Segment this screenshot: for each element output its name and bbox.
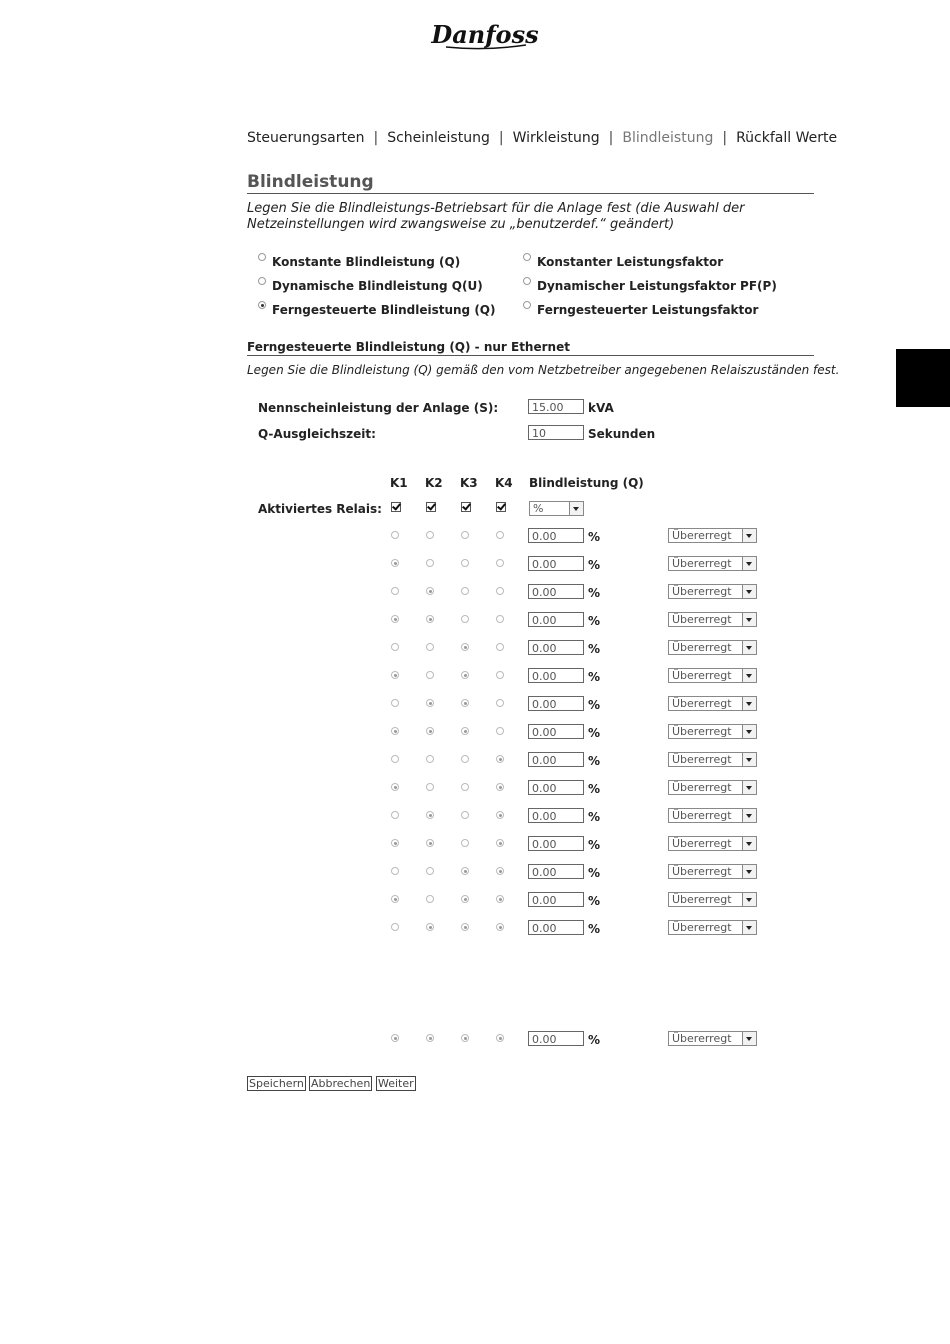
nav-blindleistung[interactable]: Blindleistung [622, 130, 714, 146]
nav-separator: | [608, 130, 614, 146]
relay-state-radio-k1[interactable] [391, 839, 399, 847]
relay-excitation-value: Übererregt [672, 529, 732, 542]
relay-excitation-select[interactable] [668, 920, 757, 935]
relay-excitation-value: Übererregt [672, 557, 732, 570]
relay-q-unit: % [588, 838, 601, 852]
relay-state-radio-k1[interactable] [391, 755, 399, 763]
chevron-down-icon [742, 781, 756, 794]
relay-state-radio-k2[interactable] [426, 755, 434, 763]
relay-state-radio-k1[interactable] [391, 811, 399, 819]
relay-state-radio-k4[interactable] [496, 755, 504, 763]
activated-checkbox-k3[interactable] [461, 502, 471, 512]
relay-state-radio-k2[interactable] [426, 1034, 434, 1042]
relay-state-radio-k4[interactable] [496, 1034, 504, 1042]
rated-power-unit: kVA [588, 401, 614, 415]
chevron-down-icon [742, 725, 756, 738]
relay-state-radio-k3[interactable] [461, 531, 469, 539]
nav-rueckfall-werte[interactable]: Rückfall Werte [736, 130, 838, 146]
relay-state-radio-k2[interactable] [426, 783, 434, 791]
nav-separator: | [498, 130, 504, 146]
relay-q-unit: % [588, 782, 601, 796]
activated-checkbox-k4[interactable] [496, 502, 506, 512]
relay-state-radio-k4[interactable] [496, 811, 504, 819]
relay-excitation-value: Übererregt [672, 641, 732, 654]
chevron-down-icon [742, 697, 756, 710]
relay-state-radio-k4[interactable] [496, 615, 504, 623]
chevron-down-icon [742, 669, 756, 682]
relay-state-radio-k2[interactable] [426, 895, 434, 903]
relay-excitation-value: Übererregt [672, 753, 732, 766]
relay-state-radio-k3[interactable] [461, 783, 469, 791]
relay-state-radio-k2[interactable] [426, 531, 434, 539]
nav-separator: | [373, 130, 379, 146]
relay-excitation-value: Übererregt [672, 585, 732, 598]
relay-excitation-value: Übererregt [672, 781, 732, 794]
relay-excitation-select[interactable] [668, 724, 757, 739]
relay-q-value-input[interactable]: 0.00 [528, 612, 584, 627]
chevron-down-icon [742, 529, 756, 542]
mode-radio-1[interactable] [523, 253, 531, 261]
col-header-k2: K2 [425, 476, 443, 490]
rated-power-input[interactable]: 15.00 [528, 399, 584, 414]
relay-state-radio-k1[interactable] [391, 559, 399, 567]
relay-excitation-select[interactable] [668, 640, 757, 655]
relay-state-radio-k2[interactable] [426, 867, 434, 875]
col-header-k1: K1 [390, 476, 408, 490]
relay-state-radio-k2[interactable] [426, 811, 434, 819]
rated-power-label: Nennscheinleistung der Anlage (S): [258, 401, 499, 415]
q-time-unit: Sekunden [588, 427, 656, 441]
relay-state-radio-k1[interactable] [391, 923, 399, 931]
relay-q-unit: % [588, 810, 601, 824]
activated-relay-label: Aktiviertes Relais: [258, 502, 382, 516]
relay-state-radio-k1[interactable] [391, 531, 399, 539]
relay-excitation-select[interactable] [668, 836, 757, 851]
relay-state-radio-k4[interactable] [496, 783, 504, 791]
section-description: Legen Sie die Blindleistung (Q) gemäß den vom Netzbetreiber angegebenen Relaiszuständen fest. [247, 363, 840, 377]
relay-state-radio-k1[interactable] [391, 699, 399, 707]
relay-q-unit: % [588, 530, 601, 544]
relay-state-radio-k1[interactable] [391, 783, 399, 791]
relay-state-radio-k2[interactable] [426, 839, 434, 847]
col-header-k3: K3 [460, 476, 478, 490]
relay-q-unit: % [588, 614, 601, 628]
relay-excitation-value: Übererregt [672, 921, 732, 934]
relay-state-radio-k4[interactable] [496, 895, 504, 903]
q-time-label: Q-Ausgleichszeit: [258, 427, 376, 441]
relay-excitation-select[interactable] [668, 696, 757, 711]
relay-state-radio-k3[interactable] [461, 615, 469, 623]
chevron-down-icon [742, 613, 756, 626]
q-time-input[interactable]: 10 [528, 425, 584, 440]
relay-state-radio-k2[interactable] [426, 643, 434, 651]
relay-state-radio-k1[interactable] [391, 643, 399, 651]
relay-state-radio-k3[interactable] [461, 643, 469, 651]
relay-q-value-input[interactable]: 0.00 [528, 808, 584, 823]
relay-state-radio-k3[interactable] [461, 559, 469, 567]
relay-state-radio-k2[interactable] [426, 923, 434, 931]
chevron-down-icon [742, 557, 756, 570]
relay-excitation-select[interactable] [668, 864, 757, 879]
chevron-down-icon [742, 809, 756, 822]
relay-state-radio-k1[interactable] [391, 1034, 399, 1042]
relay-excitation-select[interactable] [668, 892, 757, 907]
relay-state-radio-k3[interactable] [461, 671, 469, 679]
relay-q-unit: % [588, 586, 601, 600]
relay-state-radio-k3[interactable] [461, 727, 469, 735]
chevron-down-icon [742, 1032, 756, 1045]
intro-text: Legen Sie die Blindleistungs-Betriebsart für die Anlage fest (die Auswahl der Netzeinstellungen wird zwangsweise zu „benutzerdef.“ geändert) [247, 201, 745, 232]
relay-state-radio-k3[interactable] [461, 923, 469, 931]
page-title: Blindleistung [247, 172, 814, 194]
chevron-down-icon [742, 921, 756, 934]
col-header-k4: K4 [495, 476, 513, 490]
relay-state-radio-k1[interactable] [391, 671, 399, 679]
chevron-down-icon [742, 641, 756, 654]
relay-excitation-select[interactable] [668, 612, 757, 627]
relay-state-radio-k1[interactable] [391, 615, 399, 623]
next-button[interactable]: Weiter [378, 1077, 414, 1090]
danfoss-logo [431, 15, 539, 53]
col-header-blindleistung: Blindleistung (Q) [529, 476, 644, 490]
relay-q-unit: % [588, 1033, 601, 1047]
nav-separator: | [722, 130, 728, 146]
activated-checkbox-k2[interactable] [426, 502, 436, 512]
relay-state-radio-k2[interactable] [426, 587, 434, 595]
relay-state-radio-k3[interactable] [461, 699, 469, 707]
relay-excitation-value: Übererregt [672, 725, 732, 738]
nav-wirkleistung[interactable]: Wirkleistung [512, 130, 600, 146]
relay-excitation-select[interactable] [668, 1031, 757, 1046]
relay-excitation-select[interactable] [668, 668, 757, 683]
unit-select[interactable]: % [529, 501, 584, 516]
mode-radio-2[interactable] [258, 277, 266, 285]
relay-state-radio-k4[interactable] [496, 699, 504, 707]
section-title: Ferngesteuerte Blindleistung (Q) - nur Ethernet [247, 340, 814, 356]
svg-text:Danfoss: Danfoss [431, 20, 539, 49]
mode-radio-5[interactable] [523, 301, 531, 309]
relay-q-value-input[interactable]: 0.00 [528, 556, 584, 571]
relay-excitation-select[interactable] [668, 528, 757, 543]
relay-excitation-select[interactable] [668, 780, 757, 795]
relay-state-radio-k3[interactable] [461, 1034, 469, 1042]
relay-q-unit: % [588, 866, 601, 880]
chevron-down-icon [569, 502, 583, 515]
relay-q-unit: % [588, 894, 601, 908]
relay-q-value-input[interactable]: 0.00 [528, 640, 584, 655]
relay-state-radio-k3[interactable] [461, 839, 469, 847]
cancel-button[interactable]: Abbrechen [311, 1077, 371, 1090]
relay-state-radio-k2[interactable] [426, 615, 434, 623]
relay-state-radio-k1[interactable] [391, 867, 399, 875]
relay-state-radio-k1[interactable] [391, 727, 399, 735]
relay-q-value-input[interactable]: 0.00 [528, 668, 584, 683]
relay-state-radio-k4[interactable] [496, 923, 504, 931]
relay-q-unit: % [588, 754, 601, 768]
nav-steuerungsarten[interactable]: Steuerungsarten [247, 130, 365, 146]
relay-state-radio-k3[interactable] [461, 587, 469, 595]
relay-excitation-select[interactable] [668, 752, 757, 767]
relay-excitation-value: Übererregt [672, 669, 732, 682]
relay-excitation-value: Übererregt [672, 1032, 732, 1045]
chevron-down-icon [742, 865, 756, 878]
nav-scheinleistung[interactable]: Scheinleistung [387, 130, 490, 146]
chapter-tab-marker [896, 349, 950, 407]
relay-q-unit: % [588, 558, 601, 572]
activated-checkbox-k1[interactable] [391, 502, 401, 512]
relay-q-unit: % [588, 698, 601, 712]
relay-q-unit: % [588, 642, 601, 656]
relay-excitation-value: Übererregt [672, 893, 732, 906]
relay-state-radio-k2[interactable] [426, 727, 434, 735]
relay-state-radio-k1[interactable] [391, 587, 399, 595]
mode-radio-0[interactable] [258, 253, 266, 261]
chevron-down-icon [742, 585, 756, 598]
relay-state-radio-k4[interactable] [496, 587, 504, 595]
relay-excitation-value: Übererregt [672, 613, 732, 626]
chevron-down-icon [742, 837, 756, 850]
relay-excitation-value: Übererregt [672, 837, 732, 850]
relay-excitation-select[interactable] [668, 584, 757, 599]
relay-q-value-input[interactable]: 0.00 [528, 780, 584, 795]
relay-state-radio-k4[interactable] [496, 531, 504, 539]
relay-state-radio-k4[interactable] [496, 559, 504, 567]
relay-state-radio-k2[interactable] [426, 671, 434, 679]
relay-state-radio-k2[interactable] [426, 559, 434, 567]
top-navigation [247, 130, 837, 146]
mode-radio-3[interactable] [523, 277, 531, 285]
relay-state-radio-k3[interactable] [461, 755, 469, 763]
relay-state-radio-k3[interactable] [461, 895, 469, 903]
relay-state-radio-k3[interactable] [461, 811, 469, 819]
relay-q-value-input[interactable]: 0.00 [528, 864, 584, 879]
relay-q-value-input[interactable]: 0.00 [528, 920, 584, 935]
chevron-down-icon [742, 893, 756, 906]
relay-state-radio-k2[interactable] [426, 699, 434, 707]
relay-excitation-value: Übererregt [672, 697, 732, 710]
relay-q-value-input[interactable]: 0.00 [528, 696, 584, 711]
relay-state-radio-k3[interactable] [461, 867, 469, 875]
relay-q-value-input[interactable]: 0.00 [528, 752, 584, 767]
relay-q-value-input[interactable]: 0.00 [528, 836, 584, 851]
relay-q-value-input[interactable]: 0.00 [528, 892, 584, 907]
relay-excitation-select[interactable] [668, 556, 757, 571]
relay-excitation-value: Übererregt [672, 865, 732, 878]
relay-state-radio-k4[interactable] [496, 727, 504, 735]
relay-q-value-input[interactable]: 0.00 [528, 528, 584, 543]
relay-state-radio-k4[interactable] [496, 643, 504, 651]
relay-state-radio-k4[interactable] [496, 671, 504, 679]
mode-radio-4[interactable] [258, 301, 266, 309]
relay-state-radio-k1[interactable] [391, 895, 399, 903]
relay-q-unit: % [588, 670, 601, 684]
relay-q-unit: % [588, 922, 601, 936]
relay-q-value-input[interactable]: 0.00 [528, 1031, 584, 1046]
chevron-down-icon [742, 753, 756, 766]
relay-excitation-value: Übererregt [672, 809, 732, 822]
relay-q-unit: % [588, 726, 601, 740]
relay-state-radio-k4[interactable] [496, 867, 504, 875]
save-button[interactable]: Speichern [249, 1077, 304, 1090]
relay-excitation-select[interactable] [668, 808, 757, 823]
relay-q-value-input[interactable]: 0.00 [528, 724, 584, 739]
relay-q-value-input[interactable]: 0.00 [528, 584, 584, 599]
relay-state-radio-k4[interactable] [496, 839, 504, 847]
